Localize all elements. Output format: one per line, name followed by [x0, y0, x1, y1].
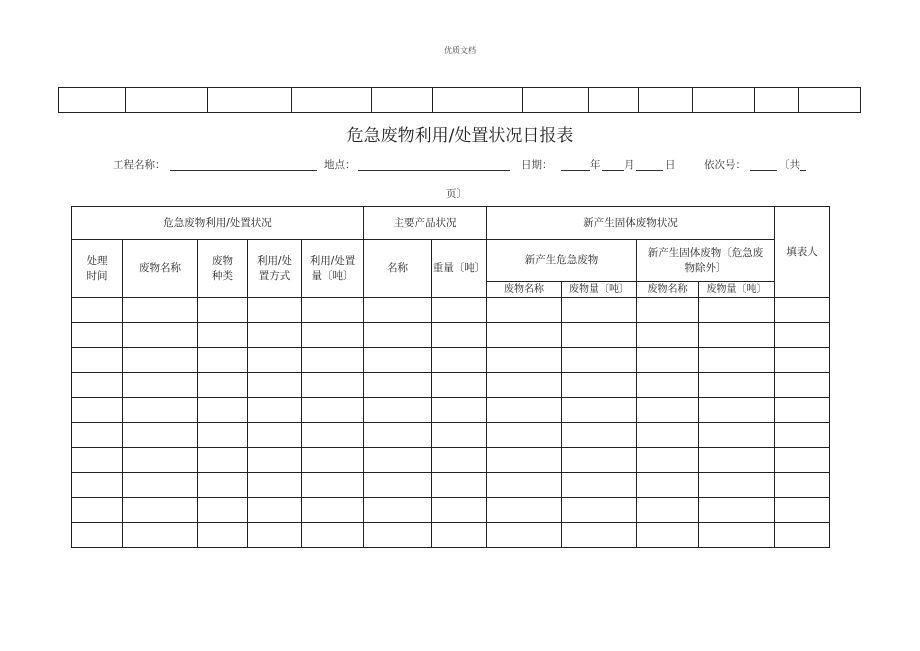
table-cell[interactable] [123, 298, 198, 323]
table-cell[interactable] [432, 473, 487, 498]
table-row [72, 498, 830, 523]
table-cell[interactable] [432, 523, 487, 548]
table-cell[interactable] [487, 423, 562, 448]
table-cell[interactable] [248, 298, 302, 323]
table-cell[interactable] [302, 373, 364, 398]
table-cell[interactable] [302, 523, 364, 548]
table-row [72, 423, 830, 448]
table-cell[interactable] [775, 323, 830, 348]
table-cell[interactable] [562, 448, 637, 473]
table-cell[interactable] [72, 473, 123, 498]
top-strip-cell[interactable] [291, 88, 371, 113]
table-cell[interactable] [198, 498, 248, 523]
table-cell[interactable] [487, 398, 562, 423]
table-cell[interactable] [364, 398, 432, 423]
month-field[interactable] [602, 170, 624, 171]
product-group-header: 主要产品状况 [364, 207, 487, 240]
report-title: 危急废物利用/处置状况日报表 [346, 126, 574, 146]
table-cell[interactable] [637, 473, 699, 498]
table-cell[interactable] [637, 398, 699, 423]
column-header-row [72, 240, 830, 282]
sequence-field[interactable] [750, 170, 777, 171]
table-cell[interactable] [123, 423, 198, 448]
table-cell[interactable] [302, 398, 364, 423]
col-solid-waste-name: 废物名称 [637, 282, 699, 298]
top-strip-row [59, 88, 861, 113]
col-process-time: 处理时间 [72, 240, 123, 298]
table-cell[interactable] [562, 298, 637, 323]
table-cell[interactable] [487, 348, 562, 373]
new-hazardous-subheader: 新产生危急废物 [487, 240, 637, 282]
table-cell[interactable] [302, 473, 364, 498]
table-cell[interactable] [364, 423, 432, 448]
table-cell[interactable] [302, 423, 364, 448]
report-table [71, 206, 830, 548]
col-disposal-amount: 利用/处置量〔吨〕 [302, 240, 364, 298]
table-cell[interactable] [72, 523, 123, 548]
table-cell[interactable] [364, 448, 432, 473]
col-waste-kind: 废物种类 [198, 240, 248, 298]
filler-header: 填表人 [775, 207, 830, 298]
col-haz-waste-name: 废物名称 [487, 282, 562, 298]
top-strip-cell[interactable] [522, 88, 588, 113]
table-cell[interactable] [123, 323, 198, 348]
table-cell[interactable] [72, 448, 123, 473]
table-cell[interactable] [302, 298, 364, 323]
table-cell[interactable] [775, 298, 830, 323]
col-waste-name: 废物名称 [123, 240, 198, 298]
table-cell[interactable] [364, 348, 432, 373]
table-cell[interactable] [248, 398, 302, 423]
total-pages-field[interactable] [800, 170, 806, 171]
table-cell[interactable] [198, 373, 248, 398]
project-label: 工程名称： [113, 159, 166, 171]
table-cell[interactable] [302, 498, 364, 523]
col-disposal-method: 利用/处置方式 [248, 240, 302, 298]
table-cell[interactable] [123, 498, 198, 523]
col-product-name: 名称 [364, 240, 432, 298]
table-cell[interactable] [123, 348, 198, 373]
table-cell[interactable] [364, 323, 432, 348]
table-cell[interactable] [637, 448, 699, 473]
table-cell[interactable] [699, 398, 775, 423]
table-cell[interactable] [248, 498, 302, 523]
table-cell[interactable] [198, 348, 248, 373]
table-cell[interactable] [364, 373, 432, 398]
table-cell[interactable] [562, 498, 637, 523]
table-cell[interactable] [775, 448, 830, 473]
table-cell[interactable] [432, 498, 487, 523]
table-cell[interactable] [487, 323, 562, 348]
table-cell[interactable] [302, 323, 364, 348]
table-cell[interactable] [123, 398, 198, 423]
table-cell[interactable] [637, 348, 699, 373]
day-label: 日 [665, 159, 676, 171]
table-cell[interactable] [432, 423, 487, 448]
disposal-group-header: 危急废物利用/处置状况 [72, 207, 364, 240]
new-waste-group-header: 新产生固体废物状况 [487, 207, 775, 240]
table-cell[interactable] [432, 448, 487, 473]
table-cell[interactable] [699, 323, 775, 348]
table-cell[interactable] [432, 398, 487, 423]
table-cell[interactable] [364, 473, 432, 498]
table-cell[interactable] [637, 373, 699, 398]
table-cell[interactable] [72, 298, 123, 323]
year-label: 年 [590, 159, 601, 171]
table-cell[interactable] [699, 523, 775, 548]
table-cell[interactable] [72, 348, 123, 373]
table-cell[interactable] [364, 298, 432, 323]
table-cell[interactable] [432, 373, 487, 398]
table-cell[interactable] [302, 448, 364, 473]
new-solid-subheader: 新产生固体废物〔危急废物除外〕 [637, 240, 775, 282]
top-strip-cell[interactable] [638, 88, 692, 113]
group-header-row [72, 207, 830, 240]
table-cell[interactable] [248, 523, 302, 548]
table-cell[interactable] [248, 423, 302, 448]
table-cell[interactable] [123, 473, 198, 498]
table-cell[interactable] [248, 473, 302, 498]
top-strip-table [58, 87, 861, 113]
top-strip-cell[interactable] [755, 88, 798, 113]
month-label: 月 [624, 159, 635, 171]
table-cell[interactable] [198, 398, 248, 423]
table-cell[interactable] [198, 323, 248, 348]
header-note: 优质文档 [444, 46, 476, 55]
top-strip-cell[interactable] [432, 88, 522, 113]
top-strip-cell[interactable] [798, 88, 860, 113]
table-cell[interactable] [775, 398, 830, 423]
table-cell[interactable] [775, 523, 830, 548]
top-strip-cell[interactable] [207, 88, 291, 113]
table-cell[interactable] [775, 423, 830, 448]
date-label: 日期： [521, 159, 553, 171]
table-cell[interactable] [487, 448, 562, 473]
table-row [72, 323, 830, 348]
table-cell[interactable] [699, 473, 775, 498]
total-suffix: 页〕 [446, 188, 467, 200]
table-cell[interactable] [123, 373, 198, 398]
table-cell[interactable] [637, 498, 699, 523]
table-cell[interactable] [699, 373, 775, 398]
location-field[interactable] [358, 170, 510, 171]
table-cell[interactable] [72, 423, 123, 448]
table-cell[interactable] [562, 373, 637, 398]
top-strip-cell[interactable] [126, 88, 208, 113]
table-row [72, 348, 830, 373]
day-field[interactable] [636, 170, 663, 171]
table-cell[interactable] [72, 373, 123, 398]
table-cell[interactable] [562, 398, 637, 423]
table-cell[interactable] [364, 498, 432, 523]
table-cell[interactable] [72, 398, 123, 423]
table-cell[interactable] [562, 348, 637, 373]
table-cell[interactable] [699, 498, 775, 523]
col-haz-waste-amount: 废物量〔吨〕 [562, 282, 637, 298]
table-cell[interactable] [637, 298, 699, 323]
table-cell[interactable] [775, 498, 830, 523]
table-cell[interactable] [487, 498, 562, 523]
table-row [72, 298, 830, 323]
table-cell[interactable] [487, 373, 562, 398]
top-strip-cell[interactable] [371, 88, 432, 113]
table-cell[interactable] [198, 523, 248, 548]
table-cell[interactable] [562, 523, 637, 548]
table-row [72, 448, 830, 473]
table-cell[interactable] [699, 348, 775, 373]
table-cell[interactable] [562, 423, 637, 448]
table-cell[interactable] [123, 523, 198, 548]
table-cell[interactable] [775, 473, 830, 498]
table-cell[interactable] [562, 323, 637, 348]
table-cell[interactable] [487, 298, 562, 323]
table-cell[interactable] [637, 323, 699, 348]
table-cell[interactable] [248, 448, 302, 473]
table-cell[interactable] [432, 298, 487, 323]
table-cell[interactable] [72, 498, 123, 523]
location-label: 地点： [324, 159, 356, 171]
table-cell[interactable] [487, 523, 562, 548]
table-cell[interactable] [699, 298, 775, 323]
table-cell[interactable] [699, 448, 775, 473]
col-solid-waste-amount: 废物量〔吨〕 [699, 282, 775, 298]
table-row [72, 398, 830, 423]
table-cell[interactable] [432, 348, 487, 373]
table-cell[interactable] [487, 473, 562, 498]
top-strip-cell[interactable] [59, 88, 126, 113]
table-cell[interactable] [198, 448, 248, 473]
table-cell[interactable] [775, 348, 830, 373]
table-cell[interactable] [123, 448, 198, 473]
col-product-weight: 重量〔吨〕 [432, 240, 487, 298]
table-cell[interactable] [198, 298, 248, 323]
table-cell[interactable] [432, 323, 487, 348]
table-cell[interactable] [198, 423, 248, 448]
project-field[interactable] [170, 170, 317, 171]
table-cell[interactable] [364, 523, 432, 548]
table-cell[interactable] [248, 323, 302, 348]
table-cell[interactable] [637, 523, 699, 548]
table-row [72, 523, 830, 548]
table-cell[interactable] [72, 323, 123, 348]
year-field[interactable] [561, 170, 590, 171]
total-prefix: 〔共 [779, 159, 800, 171]
table-row [72, 473, 830, 498]
top-strip-cell[interactable] [588, 88, 638, 113]
table-cell[interactable] [302, 348, 364, 373]
table-cell[interactable] [248, 373, 302, 398]
table-row [72, 373, 830, 398]
table-cell[interactable] [699, 423, 775, 448]
table-cell[interactable] [248, 348, 302, 373]
table-cell[interactable] [562, 473, 637, 498]
table-cell[interactable] [775, 373, 830, 398]
table-cell[interactable] [198, 473, 248, 498]
table-cell[interactable] [637, 423, 699, 448]
sequence-label: 依次号： [704, 159, 746, 171]
top-strip-cell[interactable] [693, 88, 755, 113]
